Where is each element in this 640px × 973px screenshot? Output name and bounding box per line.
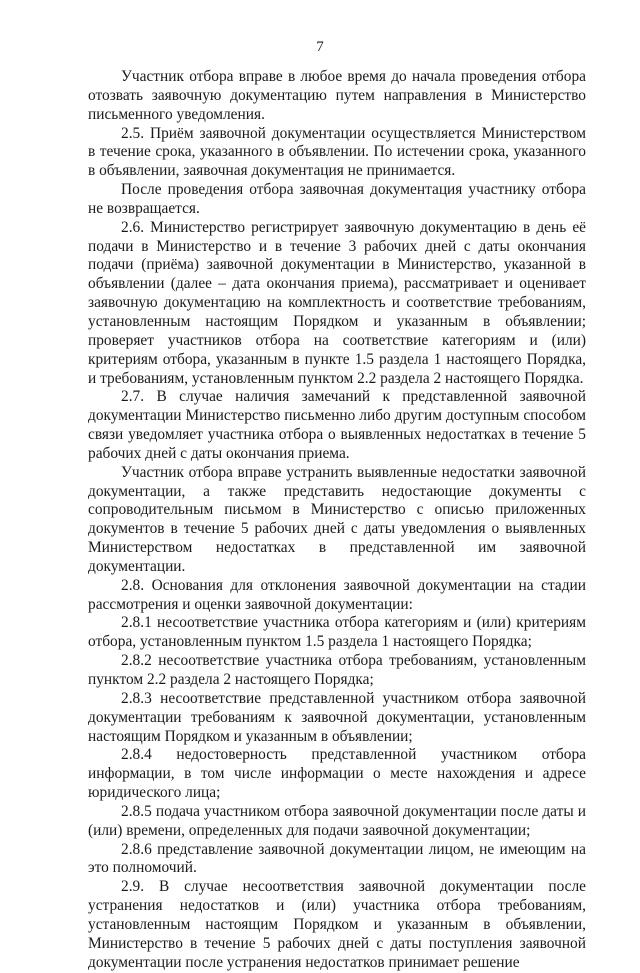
paragraph-2-8-4: 2.8.4 недостоверность представленной участником отбора информации, в том числе информации о месте нахождения и адресе юридического лица; [88, 746, 586, 802]
paragraph-fix-shortcomings: Участник отбора вправе устранить выявленные недостатки заявочной документации, а также представить недостающие документы с сопроводительным письмом в Министерство с описью приложенных документов в течение 5 рабочих дней с даты уведомления о выявленных Министерством недостатках в представленной им заявочной документации. [88, 463, 586, 575]
page-number: 7 [316, 39, 324, 55]
paragraph-2-7: 2.7. В случае наличия замечаний к представленной заявочной документации Министерство письменно либо другим доступным способом связи уведомляет участника отбора о выявленных недостатках в течение 5 рабочих дней с даты окончания приема. [88, 388, 586, 462]
paragraph-2-8-1: 2.8.1 несоответствие участника отбора категориям и (или) критериям отбора, установленным пунктом 1.5 раздела 1 настоящего Порядка; [88, 614, 586, 651]
paragraph-2-5: 2.5. Приём заявочной документации осуществляется Министерством в течение срока, указанного в объявлении. По истечении срока, указанного в объявлении, заявочная документация не принимается. [88, 124, 586, 180]
paragraph-withdrawal: Участник отбора вправе в любое время до начала проведения отбора отозвать заявочную документацию путем направления в Министерство письменного уведомления. [88, 68, 586, 123]
paragraph-2-8-3: 2.8.3 несоответствие представленной участником отбора заявочной документации требованиям к заявочной документации, установленным настоящим Порядком и указанным в объявлении; [88, 689, 586, 745]
paragraph-2-8-2: 2.8.2 несоответствие участника отбора требованиям, установленным пунктом 2.2 раздела 2 настоящего Порядка; [88, 652, 586, 688]
paragraph-2-6: 2.6. Министерство регистрирует заявочную документацию в день её подачи в Министерство и в течение 3 рабочих дней с даты окончания подачи (приёма) заявочной документации в Министерство, указанной в объявлении (далее – дата окончания приема), рассматривает и оценивает заявочную документацию на комплектность и соответствие требованиям, установленным настоящим Порядком и указанным в объявлении; проверяет участников отбора на соответствие категориям и (или) критериям отбора, указанным в пункте 1.5 раздела 1 настоящего Порядка, и требованиям, установленным пунктом 2.2 раздела 2 настоящего Порядка. [88, 218, 586, 387]
paragraph-2-8-5: 2.8.5 подача участником отбора заявочной документации после даты и (или) времени, определенных для подачи заявочной документации; [88, 802, 586, 839]
paragraph-2-8: 2.8. Основания для отклонения заявочной документации на стадии рассмотрения и оценки заявочной документации: [88, 576, 586, 613]
paragraph-2-9: 2.9. В случае несоответствия заявочной документации после устранения недостатков и (или) участника отбора требованиям, установленным настоящим Порядком и указанным в объявлении, Министерство в течение 5 рабочих дней с даты поступления заявочной документации после устранения недостатков принимает решение [88, 878, 586, 971]
document-body [88, 68, 586, 973]
paragraph-not-returned: После проведения отбора заявочная документация участнику отбора не возвращается. [88, 181, 586, 217]
paragraph-2-8-6: 2.8.6 представление заявочной документации лицом, не имеющим на это полномочий. [88, 840, 586, 877]
